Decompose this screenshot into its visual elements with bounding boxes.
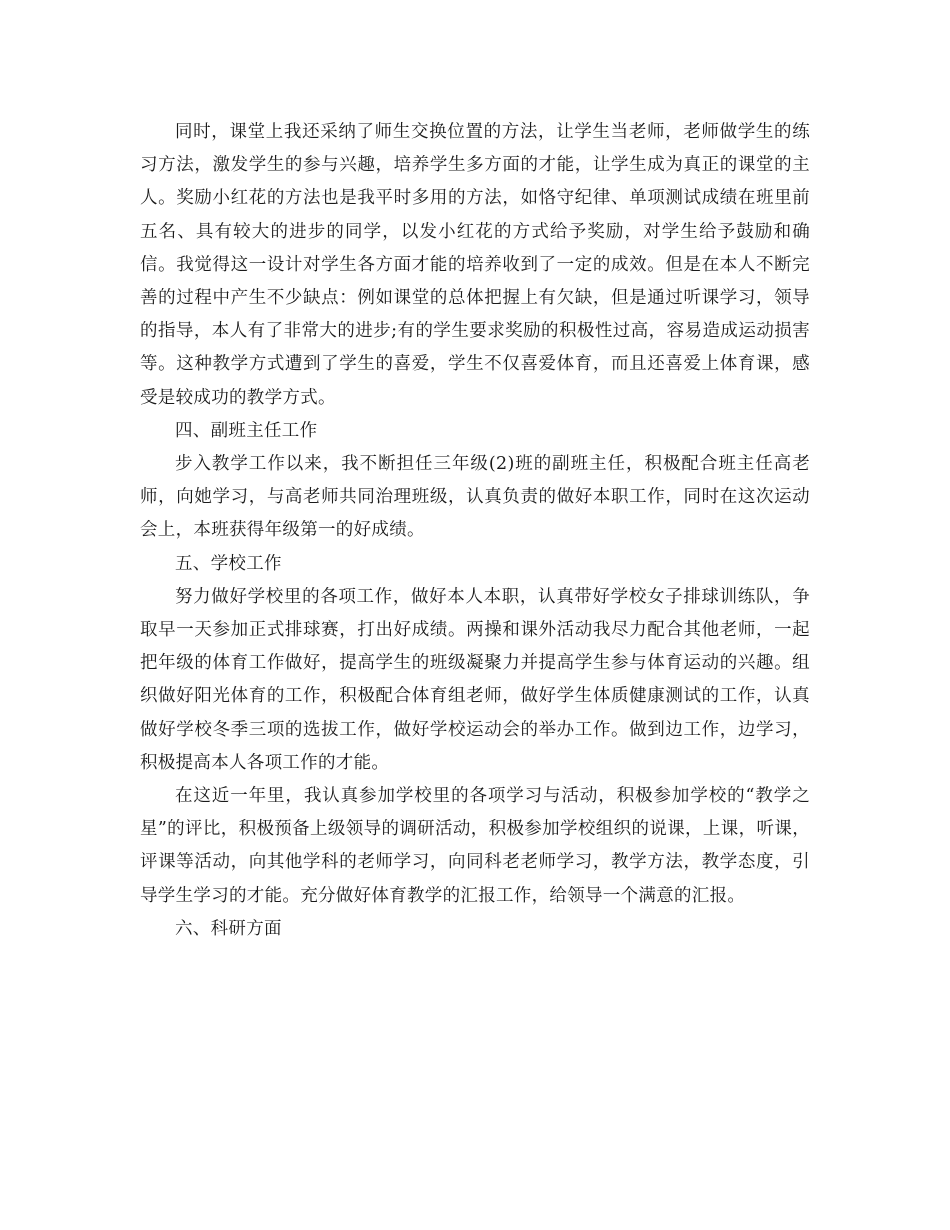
paragraph-teaching-methods: 同时，课堂上我还采纳了师生交换位置的方法，让学生当老师，老师做学生的练习方法，激发学生的参与兴趣，培养学生多方面的才能，让学生成为真正的课堂的主人。奖励小红花的方法也是我平时多用的方法，如恪守纪律、单项测试成绩在班里前五名、具有较大的进步的同学，以发小红花的方式给予奖励，对学生给予鼓励和确信。我觉得这一设计对学生各方面才能的培养收到了一定的成效。但是在本人不断完善的过程中产生不少缺点：例如课堂的总体把握上有欠缺，但是通过听课学习，领导的指导，本人有了非常大的进步;有的学生要求奖励的积极性过高，容易造成运动损害等。这种教学方式遭到了学生的喜爱，学生不仅喜爱体育，而且还喜爱上体育课，感受是较成功的教学方式。 <box>140 122 810 408</box>
document-body <box>140 116 810 946</box>
paragraph-school-work: 努力做好学校里的各项工作，做好本人本职，认真带好学校女子排球训练队，争取早一天参加正式排球赛，打出好成绩。两操和课外活动我尽力配合其他老师，一起把年级的体育工作做好，提高学生的班级凝聚力并提高学生参与体育运动的兴趣。组织做好阳光体育的工作，积极配合体育组老师，做好学生体质健康测试的工作，认真做好学校冬季三项的选拔工作，做好学校运动会的举办工作。做到边工作，边学习，积极提高本人各项工作的才能。 <box>140 586 810 773</box>
paragraph-assistant-head-teacher: 步入教学工作以来，我不断担任三年级(2)班的副班主任，积极配合班主任高老师，向她学习，与高老师共同治理班级，认真负责的做好本职工作，同时在这次运动会上，本班获得年级第一的好成绩。 <box>140 454 810 541</box>
heading-research: 六、科研方面 <box>175 918 282 939</box>
heading-assistant-head-teacher: 四、副班主任工作 <box>175 420 318 441</box>
heading-school-work: 五、学校工作 <box>175 553 282 574</box>
paragraph-activities: 在这近一年里，我认真参加学校里的各项学习与活动，积极参加学校的“教学之星”的评比，积极预备上级领导的调研活动，积极参加学校组织的说课，上课，听课，评课等活动，向其他学科的老师学习，向同科老老师学习，教学方法，教学态度，引导学生学习的才能。充分做好体育教学的汇报工作，给领导一个满意的汇报。 <box>140 786 810 906</box>
